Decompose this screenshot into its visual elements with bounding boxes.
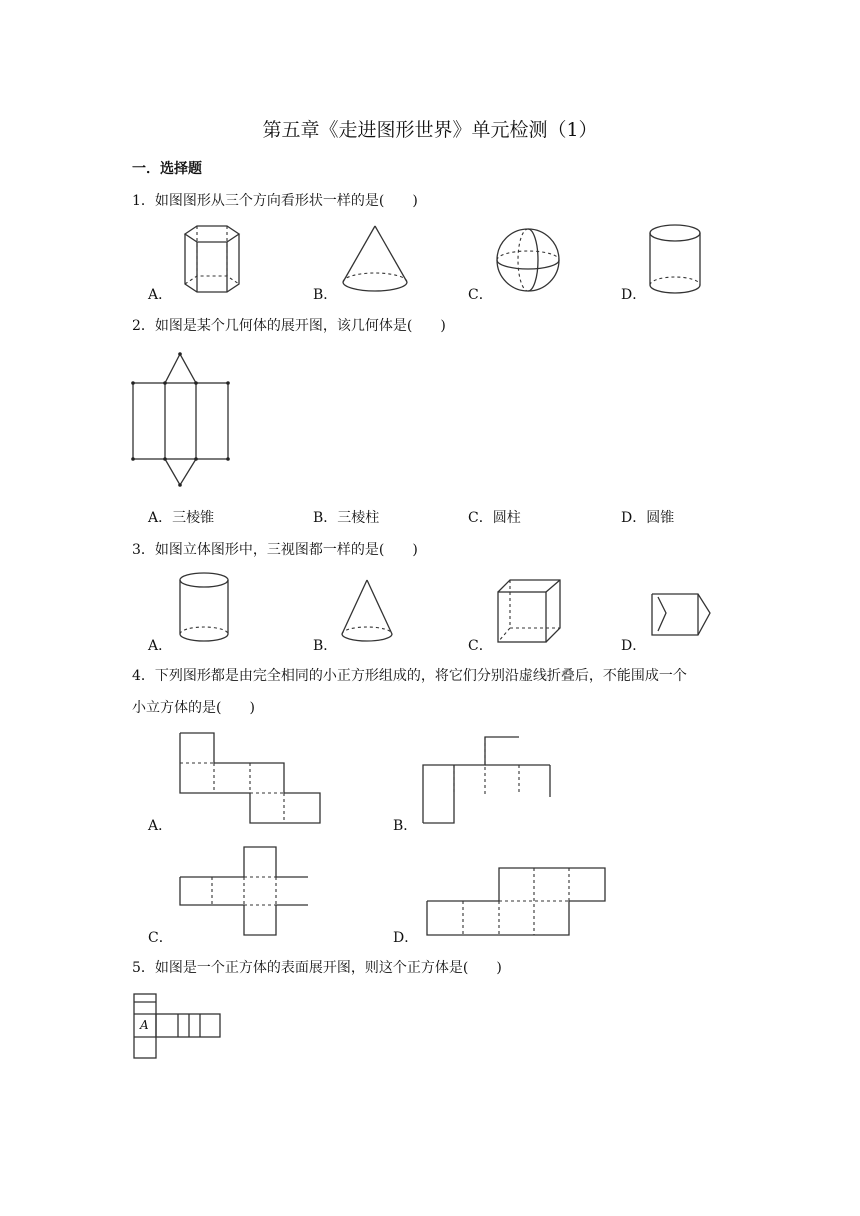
q1-hexagonal-prism-figure bbox=[175, 224, 245, 296]
q1-cone-figure bbox=[340, 224, 410, 296]
question-2-stem: 2．如图是某个几何体的展开图，该几何体是( ) bbox=[132, 318, 446, 334]
q1-option-d[interactable]: D． bbox=[621, 287, 647, 303]
q2-option-d[interactable]: D．圆锥 bbox=[621, 510, 675, 526]
q3-option-c[interactable]: C． bbox=[468, 638, 493, 654]
q3-option-a[interactable]: A． bbox=[148, 638, 173, 654]
question-5-stem: 5．如图是一个正方体的表面展开图，则这个正方体是( ) bbox=[132, 960, 502, 976]
page-title: 第五章《走进图形世界》单元检测（1） bbox=[262, 119, 598, 141]
q3-cone-figure bbox=[340, 578, 396, 644]
q4-cube-net-b-figure bbox=[420, 733, 555, 827]
q3-cylinder-figure bbox=[178, 571, 232, 645]
q1-option-c[interactable]: C． bbox=[468, 287, 493, 303]
q4-option-d[interactable]: D． bbox=[393, 930, 419, 946]
q3-option-d[interactable]: D． bbox=[621, 638, 647, 654]
q2-option-c[interactable]: C．圆柱 bbox=[468, 510, 521, 526]
q2-option-b[interactable]: B．三棱柱 bbox=[313, 510, 380, 526]
q4-option-c[interactable]: C． bbox=[148, 930, 173, 946]
q4-cube-net-d-figure bbox=[425, 865, 609, 939]
section-heading: 一．选择题 bbox=[132, 161, 202, 177]
q4-option-a[interactable]: A． bbox=[148, 818, 173, 834]
question-1-stem: 1．如图图形从三个方向看形状一样的是( ) bbox=[132, 193, 418, 209]
question-4-stem-line2: 小立方体的是( ) bbox=[132, 700, 255, 716]
q1-option-b[interactable]: B． bbox=[313, 287, 338, 303]
q4-option-b[interactable]: B． bbox=[393, 818, 418, 834]
q1-option-a[interactable]: A． bbox=[148, 287, 173, 303]
q4-cube-net-a-figure bbox=[178, 731, 324, 827]
q2-option-a[interactable]: A．三棱锥 bbox=[148, 510, 215, 526]
q3-cube-figure bbox=[496, 578, 564, 646]
q3-pentagonal-prism-figure bbox=[650, 591, 714, 643]
q3-option-b[interactable]: B． bbox=[313, 638, 338, 654]
q1-cylinder-figure bbox=[648, 223, 704, 297]
q4-cube-net-c-figure bbox=[178, 845, 312, 939]
q1-sphere-figure bbox=[496, 228, 562, 294]
question-3-stem: 3．如图立体图形中，三视图都一样的是( ) bbox=[132, 542, 418, 558]
question-4-stem-line1: 4．下列图形都是由完全相同的小正方形组成的，将它们分别沿虚线折叠后，不能围成一个 bbox=[132, 668, 687, 684]
q5-net-letter: A bbox=[140, 1018, 149, 1032]
q2-triangular-prism-net-figure bbox=[130, 350, 234, 490]
